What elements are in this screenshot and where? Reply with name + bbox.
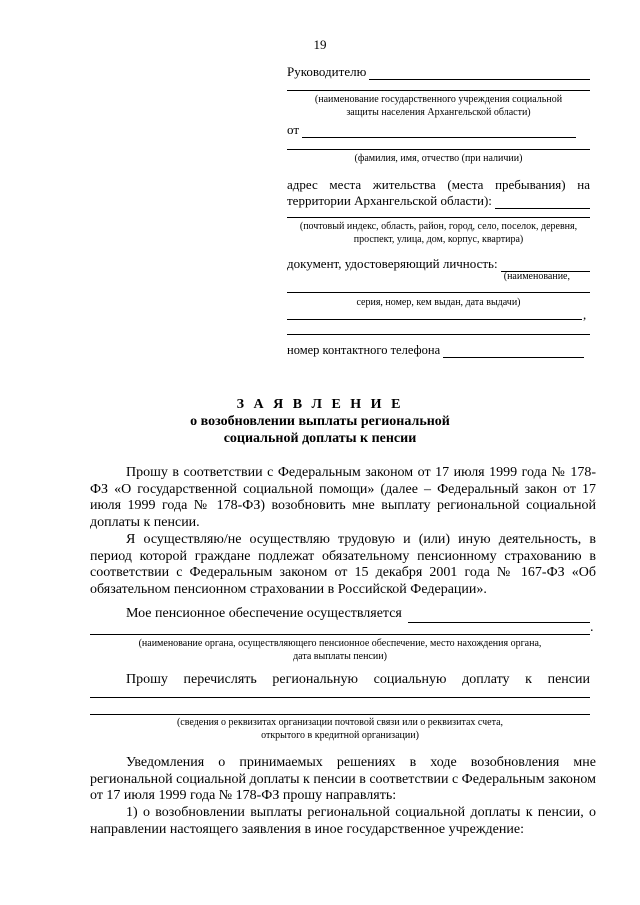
paragraph-5: Уведомления о принимаемых решениях в ходе возобновления мне региональной социальной доплаты к пенсии в соответствии с Федеральным законом от 17 июля 1999 года № 178-ФЗ прошу направлять:	[90, 755, 596, 804]
bank-note: (сведения о реквизитах организации почтовой связи или о реквизитах счета, открытого в кредитной организации)	[176, 717, 504, 741]
document-title	[0, 396, 640, 447]
document-line-1[interactable]	[287, 292, 590, 293]
document-comma: ,	[583, 307, 587, 322]
paragraph-4: Прошу перечислять региональную социальную доплату к пенсии	[126, 672, 590, 687]
document-line-2[interactable]	[287, 319, 582, 320]
phone-row	[287, 342, 584, 358]
phone-field[interactable]	[443, 345, 584, 358]
bank-line-2[interactable]	[90, 714, 590, 715]
document-label: документ, удостоверяющий личность:	[287, 256, 498, 271]
phone-label: номер контактного телефона	[287, 343, 441, 357]
pension-row	[90, 606, 590, 623]
address-line[interactable]	[287, 217, 590, 218]
address-row	[287, 193, 590, 209]
title-main: З А Я В Л Е Н И Е	[236, 397, 404, 412]
from-note: (фамилия, имя, отчество (при наличии)	[354, 153, 523, 164]
address-note: (почтовый индекс, область, район, город, село, поселок, деревня, проспект, улица, дом, корпус, квартира)	[299, 221, 578, 245]
document-line-3[interactable]	[287, 334, 590, 335]
from-field[interactable]	[302, 125, 576, 138]
paragraph-2: Я осуществляю/не осуществляю трудовую и (или) иную деятельность, в период которой граждане подлежат обязательному пенсионному страхованию в соответствии с Федеральным законом от 15 декабря 2001 года № 167-ФЗ «Об обязательном пенсионном страховании в Российской Федерации».	[90, 532, 596, 597]
paragraph-1: Прошу в соответствии с Федеральным законом от 17 июля 1999 года № 178-ФЗ «О государственной социальной помощи» (далее – Федеральный закон от 17 июля 1999 года № 178-ФЗ) возобновить мне выплату региональной социальной доплаты к пенсии.	[90, 465, 596, 530]
document-note-2: серия, номер, кем выдан, дата выдачи)	[356, 297, 521, 308]
addressee-field[interactable]	[369, 67, 590, 80]
page-number: 19	[313, 37, 327, 52]
addressee-label: Руководителю	[287, 64, 367, 79]
address-label-line1: адрес места жительства (места пребывания) на	[287, 177, 590, 192]
addressee-row	[287, 64, 590, 80]
address-field[interactable]	[495, 196, 590, 209]
address-label-line2: территории Архангельской области):	[287, 193, 492, 208]
addressee-note: (наименование государственного учреждения социальной защиты населения Архангельской области)	[314, 94, 563, 118]
document-note-1: (наименование,	[503, 271, 570, 282]
bank-line-1[interactable]	[90, 697, 590, 698]
pension-period: .	[590, 620, 594, 635]
from-row	[287, 122, 590, 138]
pension-field[interactable]	[408, 610, 590, 623]
pension-label: Мое пенсионное обеспечение осуществляется	[126, 606, 402, 621]
title-sub-1: о возобновлении выплаты региональной	[190, 414, 450, 429]
pension-line[interactable]	[90, 634, 590, 635]
paragraph-6: 1) о возобновлении выплаты региональной социальной доплаты к пенсии, о направлении настоящего заявления в иное государственное учреждение:	[90, 805, 596, 837]
pension-note: (наименование органа, осуществляющего пенсионное обеспечение, место нахождения органа, дата выплаты пенсии)	[138, 638, 542, 662]
addressee-line[interactable]	[287, 90, 590, 91]
title-sub-2: социальной доплаты к пенсии	[223, 431, 417, 446]
from-line[interactable]	[287, 149, 590, 150]
from-label: от	[287, 122, 300, 137]
